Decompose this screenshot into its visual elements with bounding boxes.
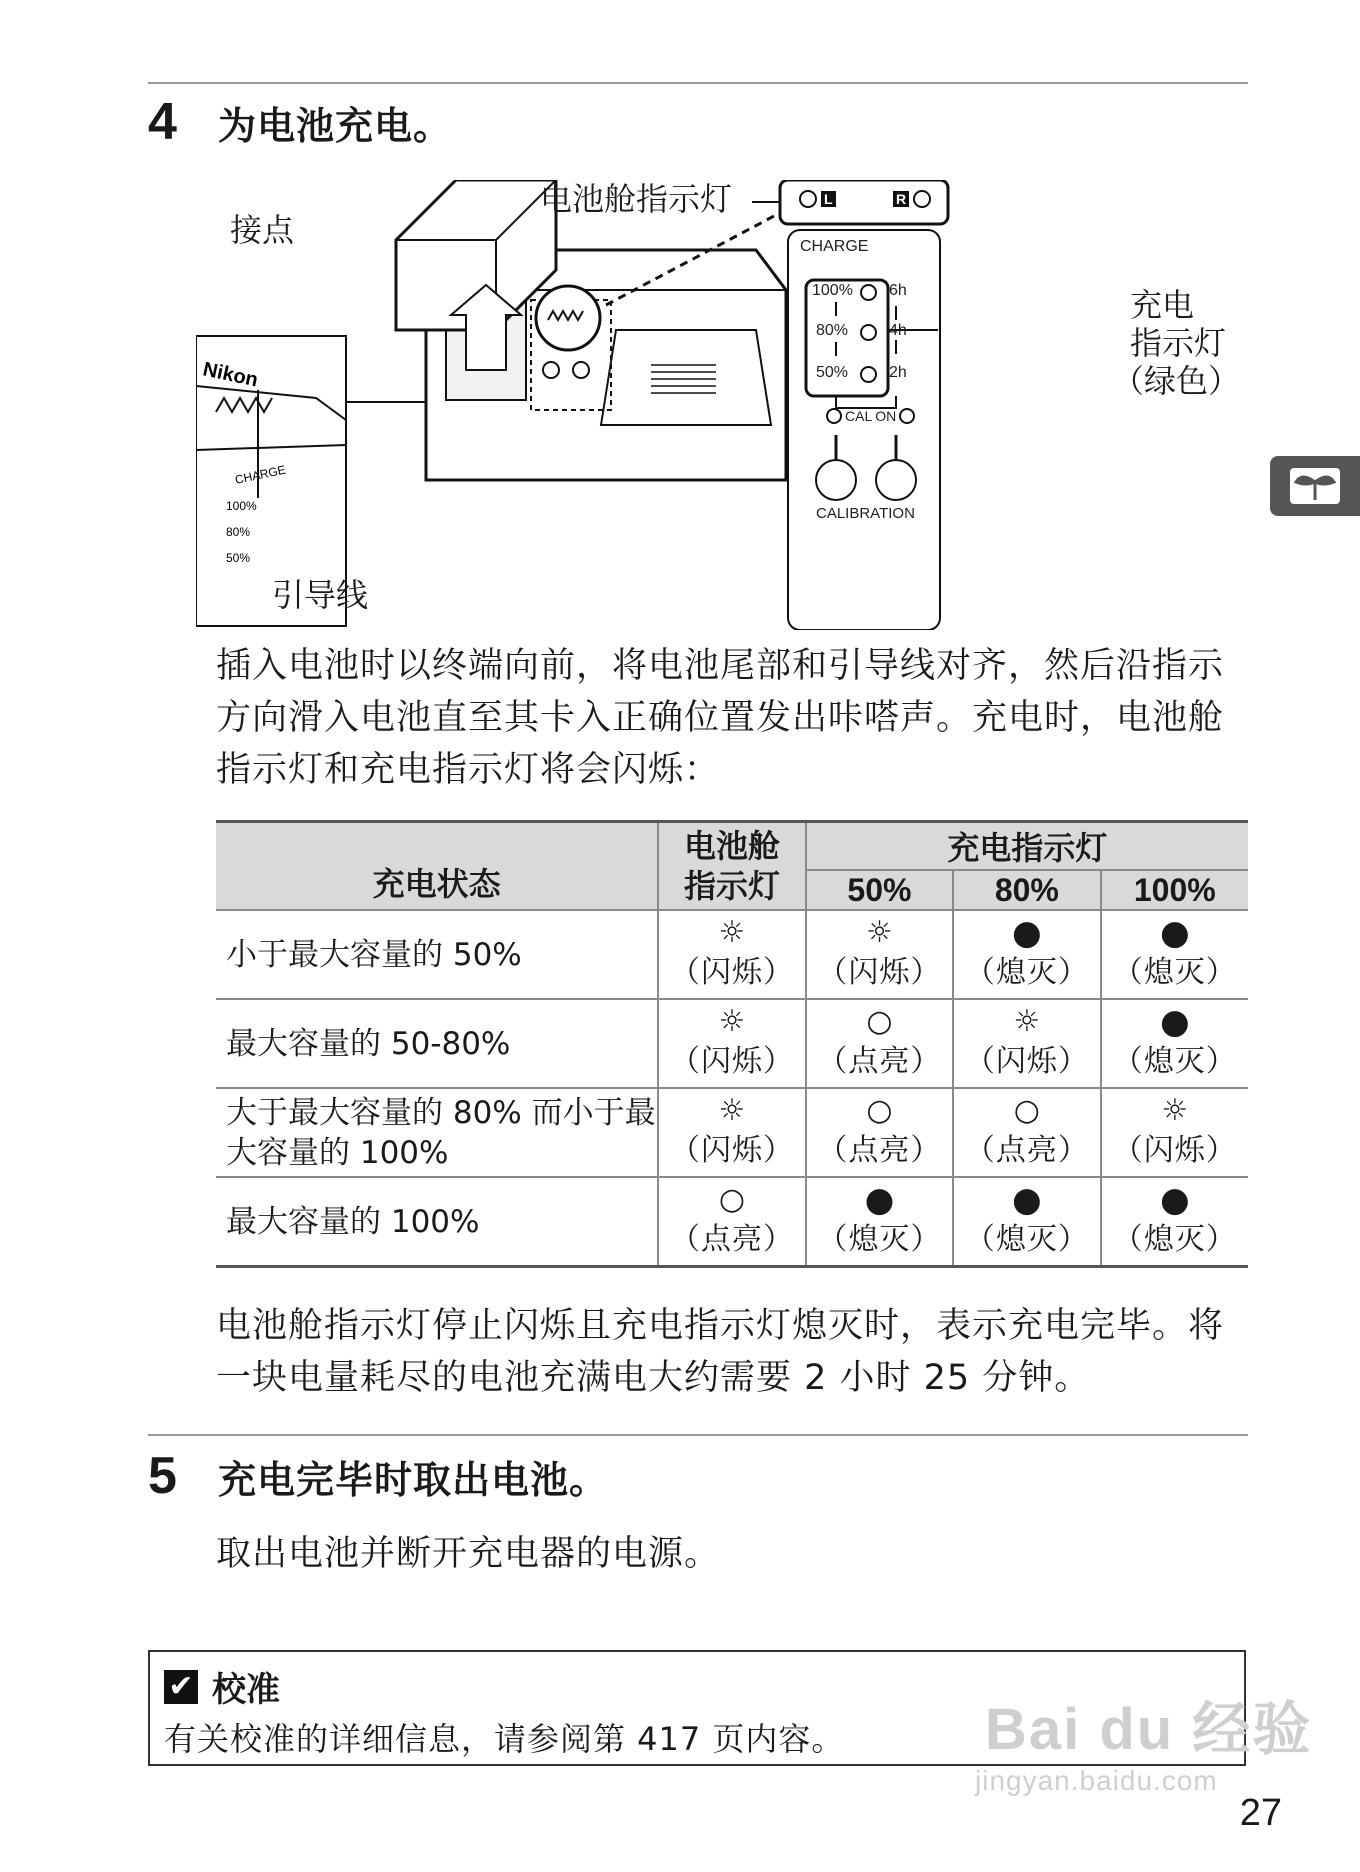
intro-paragraph: 插入电池时以终端向前，将电池尾部和引导线对齐，然后沿指示方向滑入电池直至其卡入正确位置发出咔嗒声。充电时，电池舱指示灯和充电指示灯将会闪烁：: [216, 646, 1225, 790]
step-4-heading: [148, 92, 452, 152]
charge-lamp-label-line3: （绿色）: [1112, 362, 1241, 400]
indicator-text: （点亮）: [817, 1132, 942, 1168]
charge-status-table: [216, 820, 1248, 1268]
state-cell: 最大容量的 100%: [216, 1177, 658, 1267]
indicator-cell: [1101, 1177, 1248, 1267]
contacts-label: 接点: [230, 211, 295, 249]
bay-lamp-right-letter: R: [893, 191, 909, 207]
sprout-icon: [1270, 456, 1360, 516]
indicator-text: （点亮）: [669, 1221, 794, 1257]
off-icon: ●: [1012, 912, 1042, 953]
indicator-cell: [953, 910, 1100, 999]
step-number: 5: [148, 1447, 177, 1505]
header-80: 80%: [953, 870, 1100, 910]
svg-text:CHARGE: CHARGE: [233, 462, 287, 487]
panel-charge-label: CHARGE: [800, 238, 869, 255]
charger-illustration: [196, 180, 1241, 630]
check-icon: ✔: [164, 1670, 198, 1704]
cal-label: CAL: [845, 408, 873, 424]
off-icon: ●: [1159, 1001, 1190, 1042]
panel-100-label: 100%: [812, 282, 853, 299]
indicator-cell: [806, 999, 953, 1088]
charger-drawing: [196, 180, 1196, 630]
panel-50-label: 50%: [816, 364, 849, 381]
header-charge-lamp: 充电指示灯: [806, 822, 1248, 871]
indicator-cell: [658, 1088, 805, 1177]
lamp-80-icon: [860, 324, 877, 341]
cal-on-row: [826, 408, 915, 424]
on-label: ON: [875, 408, 897, 424]
indicator-cell: [806, 1088, 953, 1177]
indicator-cell: [953, 999, 1100, 1088]
header-50: 50%: [806, 870, 953, 910]
state-cell: 最大容量的 50-80%: [216, 999, 658, 1088]
indicator-text: （点亮）: [817, 1043, 942, 1079]
step-5-body: 取出电池并断开充电器的电源。: [216, 1534, 721, 1574]
step-title: 为电池充电。: [218, 103, 453, 148]
indicator-text: （熄灭）: [964, 954, 1089, 990]
indicator-text: （熄灭）: [964, 1221, 1089, 1257]
blink-icon: ☼: [718, 914, 746, 950]
bay-lamp-label: 电池舱指示灯: [540, 180, 733, 218]
bay-lamp-left: [799, 190, 836, 208]
indicator-text: （闪烁）: [1112, 1132, 1237, 1168]
header-bay-line1: 电池舱: [683, 827, 780, 865]
lamp-50-icon: [860, 366, 877, 383]
bay-lamp-right-icon: [913, 190, 931, 208]
header-bay-line2: 指示灯: [683, 867, 780, 905]
indicator-cell: [1101, 999, 1248, 1088]
cal-lamp-icon: [826, 408, 842, 424]
header-state-text: 充电状态: [372, 865, 501, 903]
lamp-100-icon: [860, 284, 877, 301]
off-icon: ●: [1159, 1179, 1190, 1220]
indicator-cell: [953, 1177, 1100, 1267]
svg-text:50%: 50%: [226, 551, 251, 565]
indicator-text: （闪烁）: [669, 1132, 794, 1168]
indicator-text: （闪烁）: [964, 1043, 1089, 1079]
watermark-url: jingyan.baidu.com: [975, 1765, 1218, 1796]
svg-text:100%: 100%: [226, 499, 257, 513]
page-number: 27: [1239, 1792, 1282, 1834]
on-lamp-icon: [899, 408, 915, 424]
step-number: 4: [148, 93, 177, 151]
indicator-text: （熄灭）: [817, 1221, 942, 1257]
top-rule: [148, 82, 1248, 84]
off-icon: ●: [1012, 1179, 1042, 1220]
header-bay-lamp: [658, 822, 805, 911]
svg-text:Nikon: Nikon: [200, 358, 260, 392]
step-title: 充电完毕时取出电池。: [218, 1457, 609, 1502]
svg-text:80%: 80%: [226, 525, 251, 539]
panel-4h-label: 4h: [889, 322, 907, 339]
indicator-cell: [1101, 1088, 1248, 1177]
guide-label: 引导线: [272, 576, 369, 614]
state-cell: 大于最大容量的 80% 而小于最大容量的 100%: [216, 1088, 658, 1177]
bay-lamp-right: [893, 190, 931, 208]
indicator-cell: [1101, 910, 1248, 999]
blink-icon: ☼: [718, 1092, 746, 1128]
table-row: [216, 910, 1248, 999]
mid-rule: [148, 1434, 1248, 1436]
note-body: 有关校准的详细信息，请参阅第 417 页内容。: [164, 1720, 845, 1758]
panel-6h-label: 6h: [889, 282, 907, 299]
indicator-cell: [658, 1177, 805, 1267]
indicator-cell: [806, 910, 953, 999]
lit-icon: ○: [866, 1092, 893, 1128]
charge-lamp-label-line2: 指示灯: [1130, 324, 1227, 362]
indicator-cell: [658, 999, 805, 1088]
indicator-text: （闪烁）: [669, 954, 794, 990]
lit-icon: ○: [866, 1003, 893, 1039]
indicator-cell: [953, 1088, 1100, 1177]
section-tab: [1270, 456, 1360, 516]
blink-icon: ☼: [718, 1003, 746, 1039]
step-5-heading: [148, 1446, 608, 1506]
indicator-cell: [806, 1177, 953, 1267]
state-cell: 小于最大容量的 50%: [216, 910, 658, 999]
panel-2h-label: 2h: [889, 364, 907, 381]
table-row: [216, 1177, 1248, 1267]
lit-icon: ○: [718, 1181, 746, 1217]
off-icon: ●: [864, 1179, 895, 1220]
lit-icon: ○: [1013, 1092, 1040, 1128]
blink-icon: ☼: [1013, 1003, 1041, 1039]
indicator-text: （熄灭）: [1112, 954, 1237, 990]
indicator-text: （闪烁）: [817, 954, 942, 990]
watermark-brand: Bai du 经验: [985, 1697, 1313, 1762]
charge-lamp-label-line1: 充电: [1130, 286, 1195, 324]
done-paragraph: 电池舱指示灯停止闪烁且充电指示灯熄灭时，表示充电完毕。将一块电量耗尽的电池充满电大约需要 2 小时 25 分钟。: [216, 1306, 1225, 1398]
bay-lamp-left-letter: L: [821, 191, 836, 207]
note-heading: [164, 1662, 280, 1711]
indicator-text: （熄灭）: [1112, 1043, 1237, 1079]
table-row: [216, 999, 1248, 1088]
panel-80-label: 80%: [816, 322, 849, 339]
header-state: [216, 822, 658, 911]
note-title: 校准: [212, 1670, 280, 1710]
table-row: [216, 1088, 1248, 1177]
indicator-text: （熄灭）: [1112, 1221, 1237, 1257]
blink-icon: ☼: [865, 914, 893, 950]
bay-lamp-left-icon: [799, 190, 817, 208]
panel-calibration-label: CALIBRATION: [816, 505, 915, 522]
indicator-text: （闪烁）: [669, 1043, 794, 1079]
header-100: 100%: [1101, 870, 1248, 910]
indicator-cell: [658, 910, 805, 999]
off-icon: ●: [1159, 912, 1190, 953]
indicator-text: （点亮）: [964, 1132, 1089, 1168]
blink-icon: ☼: [1161, 1092, 1189, 1128]
